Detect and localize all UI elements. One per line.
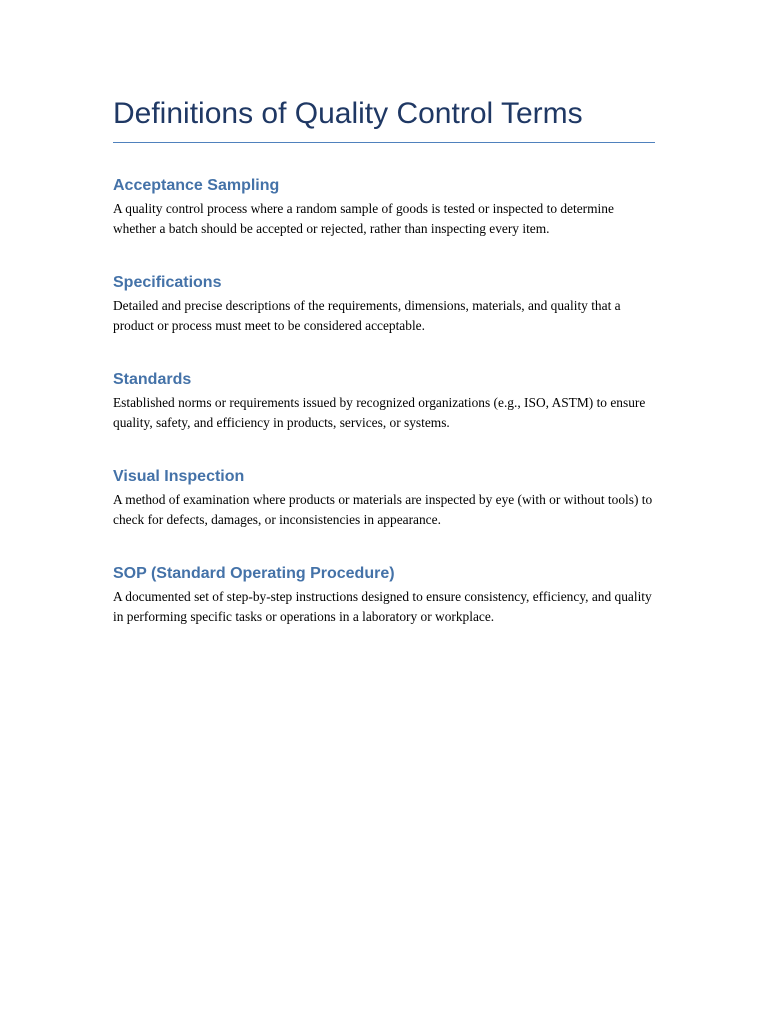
term-heading: Specifications bbox=[113, 274, 222, 291]
definition-entry-acceptance-sampling bbox=[113, 175, 655, 238]
document-page bbox=[113, 94, 655, 626]
term-definition: A documented set of step-by-step instructions designed to ensure consistency, efficiency, and quality in performing specific tasks or operations in a laboratory or workplace. bbox=[113, 589, 652, 624]
term-definition: Detailed and precise descriptions of the requirements, dimensions, materials, and quality that a product or process must meet to be considered acceptable. bbox=[113, 298, 621, 333]
definition-entry-specifications bbox=[113, 272, 655, 335]
term-definition: A quality control process where a random sample of goods is tested or inspected to determine whether a batch should be accepted or rejected, rather than inspecting every item. bbox=[113, 201, 614, 236]
definition-entry-sop bbox=[113, 563, 655, 626]
definition-entry-standards bbox=[113, 369, 655, 432]
term-heading: Standards bbox=[113, 371, 192, 388]
term-heading: Visual Inspection bbox=[113, 468, 245, 485]
document-title: Definitions of Quality Control Terms bbox=[113, 94, 655, 143]
term-heading: Acceptance Sampling bbox=[113, 177, 280, 194]
term-definition: A method of examination where products or materials are inspected by eye (with or without tools) to check for defects, damages, or inconsistencies in appearance. bbox=[113, 492, 653, 527]
term-definition: Established norms or requirements issued by recognized organizations (e.g., ISO, ASTM) to ensure quality, safety, and efficiency in products, services, or systems. bbox=[113, 395, 646, 430]
definition-entry-visual-inspection bbox=[113, 466, 655, 529]
term-heading: SOP (Standard Operating Procedure) bbox=[113, 565, 395, 582]
